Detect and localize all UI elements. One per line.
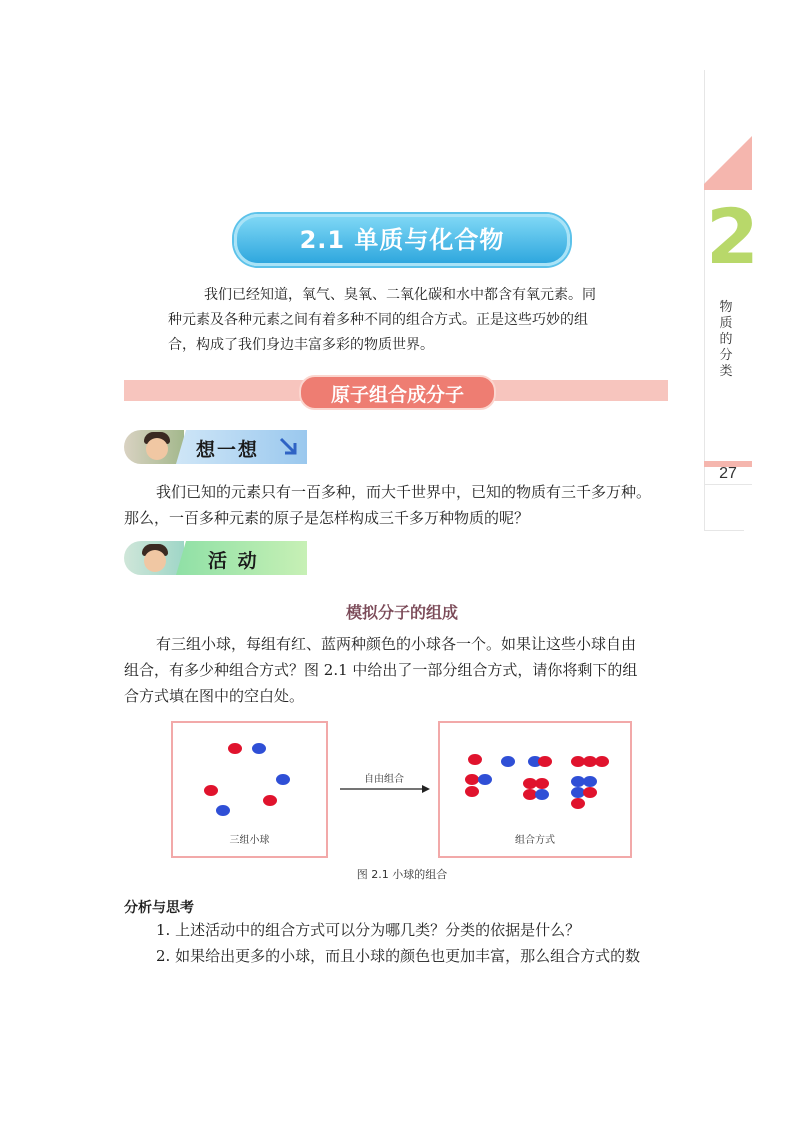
red-ball bbox=[465, 774, 479, 785]
chapter-title-char: 物 bbox=[719, 300, 733, 315]
think-line: 那么，一百多种元素的原子是怎样构成三千多万种物质的呢？ bbox=[124, 509, 530, 527]
activity-label: 活 动 bbox=[208, 550, 259, 572]
activity-title: 模拟分子的组成 bbox=[345, 603, 458, 622]
red-ball bbox=[571, 798, 585, 809]
red-ball bbox=[468, 754, 482, 765]
blue-ball bbox=[478, 774, 492, 785]
think-label: 想一想 bbox=[196, 439, 260, 461]
blue-ball bbox=[501, 756, 515, 767]
activity-header bbox=[124, 541, 307, 575]
blue-ball bbox=[276, 774, 290, 785]
think-photo bbox=[124, 430, 184, 464]
think-line: 我们已知的元素只有一百多种，而大千世界中，已知的物质有三千多万种。 bbox=[156, 483, 652, 501]
subsection-title: 原子组合成分子 bbox=[330, 384, 464, 406]
figure-left-panel bbox=[171, 721, 328, 858]
activity-line: 合方式填在图中的空白处。 bbox=[124, 687, 305, 705]
red-ball bbox=[583, 787, 597, 798]
red-ball bbox=[263, 795, 277, 806]
chapter-title-char: 类 bbox=[719, 364, 733, 379]
arrow-down-right-icon bbox=[278, 436, 300, 458]
chapter-title-char: 的 bbox=[719, 332, 733, 347]
figure-right-label: 组合方式 bbox=[515, 835, 555, 846]
figure-caption: 图 2.1 小球的组合 bbox=[356, 868, 448, 881]
activity-line: 组合，有多少种组合方式？图 2.1 中给出了一部分组合方式，请你将剩下的组 bbox=[124, 661, 638, 679]
blue-ball bbox=[583, 776, 597, 787]
arrow-right-icon bbox=[340, 784, 432, 794]
analysis-question: 1. 上述活动中的组合方式可以分为哪几类？分类的依据是什么？ bbox=[156, 921, 581, 939]
red-ball bbox=[228, 743, 242, 754]
chapter-tab-foot bbox=[704, 510, 744, 531]
activity-photo bbox=[124, 541, 184, 575]
page-number: 27 bbox=[719, 465, 737, 482]
chapter-title-char: 分 bbox=[719, 348, 733, 363]
red-ball bbox=[465, 786, 479, 797]
page-number-rule bbox=[704, 484, 752, 485]
chapter-tab-corner bbox=[704, 136, 752, 184]
figure-arrow-label: 自由组合 bbox=[364, 774, 404, 785]
section-title: 2.1 单质与化合物 bbox=[299, 226, 505, 254]
activity-line: 有三组小球，每组有红、蓝两种颜色的小球各一个。如果让这些小球自由 bbox=[156, 635, 637, 653]
blue-ball bbox=[216, 805, 230, 816]
blue-ball bbox=[535, 789, 549, 800]
think-header bbox=[124, 430, 307, 464]
blue-ball bbox=[252, 743, 266, 754]
intro-line: 我们已经知道，氧气、臭氧、二氧化碳和水中都含有氧元素。同 bbox=[204, 287, 596, 303]
red-ball bbox=[204, 785, 218, 796]
chapter-title-char: 质 bbox=[719, 316, 733, 331]
intro-line: 种元素及各种元素之间有着多种不同的组合方式。正是这些巧妙的组 bbox=[168, 312, 588, 328]
chapter-number: 2 bbox=[706, 192, 759, 281]
red-ball bbox=[538, 756, 552, 767]
intro-line: 合，构成了我们身边丰富多彩的物质世界。 bbox=[168, 337, 434, 353]
figure-right-panel bbox=[438, 721, 632, 858]
chapter-tab-band bbox=[704, 184, 752, 190]
red-ball bbox=[595, 756, 609, 767]
figure-left-label: 三组小球 bbox=[229, 835, 270, 846]
analysis-heading: 分析与思考 bbox=[124, 900, 194, 916]
red-ball bbox=[535, 778, 549, 789]
analysis-question: 2. 如果给出更多的小球，而且小球的颜色也更加丰富，那么组合方式的数 bbox=[156, 947, 641, 965]
chapter-title bbox=[706, 300, 746, 380]
